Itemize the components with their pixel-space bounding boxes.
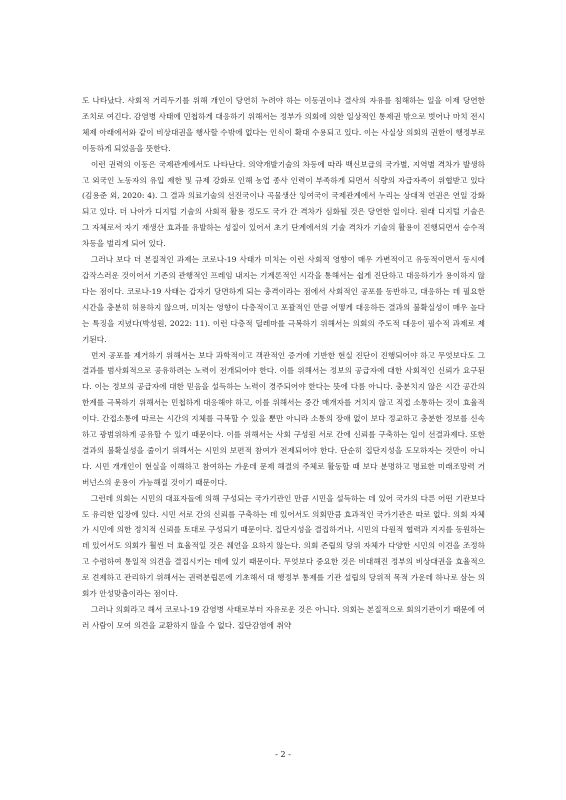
paragraph: 도 나타났다. 사회적 거리두기를 위해 개인이 당연히 누려야 하는 이동권이나 결사의 자유를 침해하는 일을 이제 당연한 조치로 여긴다. 감염병 사태에 민첩하게 대응하기 위해서는 정부가 의회에 의한 일상적인 통제권 밖으로 벗어나 마치 전시체제 아래에서와 같이 비상대권을 행사할 수밖에 없다는 인식이 확대 수용되고 있다. 이는 사실상 의회의 권한이 행정부로 이동하게 되었음을 뜻한다. <box>82 96 485 153</box>
document-body <box>82 93 485 634</box>
paragraph: 이런 권력의 이동은 국제관계에서도 나타난다. 의약개발기술의 차등에 따라 백신보급의 국가별, 지역별 격차가 발생하고 외국인 노동자의 유입 제한 및 규제 강화로 인해 농업 종사 인력이 부족하게 되면서 식량의 자급자족이 위협받고 있다(김용준 외, 2020: 4). 그 결과 의료기술의 선진국이나 곡물생산 잉여국이 국제관계에서 누리는 상대적 언권은 연일 강화되고 있다. 더 나아가 디지털 기술의 사회적 활용 정도도 국가 간 격차가 심화될 것은 당연한 일이다. 원래 디지털 기술은 그 자체로서 자기 재생산 효과를 유발하는 성질이 있어서 초기 단계에서의 기술 격차가 기술의 활용이 진행되면서 승수적 차등을 벌리게 되어 있다. <box>82 159 485 249</box>
page-number: - 2 - <box>275 750 291 759</box>
paragraph: 그러나 의회라고 해서 코로나-19 감염병 사태로부터 자유로운 것은 아니다. 의회는 본질적으로 회의기관이기 때문에 여러 사람이 모여 의견을 교환하지 않을 수 없다. 집단감염에 취약 <box>82 605 485 630</box>
paragraph: 그런데 의회는 시민의 대표자들에 의해 구성되는 국가기관인 만큼 시민을 설득하는 데 있어 국가의 다른 어떤 기관보다도 유리한 입장에 있다. 시민 서로 간의 신뢰를 구축하는 데 있어서도 의회만큼 효과적인 국가기관은 따로 없다. 의회 자체가 시민에 의한 정치적 신뢰를 토대로 구성되기 때문이다. 집단지성을 결집하거나, 시민의 다원적 협력과 지지를 동원하는 데 있어서도 의회가 훨씬 더 효율적일 것은 췌언을 요하지 않는다. 의회 존립의 당위 자체가 다양한 시민의 이견을 조정하고 수렴하여 통일적 의견을 결집시키는 데에 있기 때문이다. 무엇보다 중요한 것은 비대해진 정부의 비상대권을 효율적으로 견제하고 관리하기 위해서는 권력분립론에 기초해서 대 행정부 통제를 기관 설립의 당위적 목적 가운데 하나로 삼는 의회가 안성맞춤이라는 점이다. <box>82 493 485 599</box>
paragraph: 먼저 공포를 제거하기 위해서는 보다 과학적이고 객관적인 증거에 기반한 현실 진단이 진행되어야 하고 무엇보다도 그 결과를 범사회적으로 공유하려는 노력이 전개되어야 한다. 이를 위해서는 정보의 공급자에 대한 사회적인 신뢰가 요구된다. 이는 정보의 공급자에 대한 믿음을 설득하는 노력이 경주되어야 한다는 뜻에 다름 아니다. 충분치지 않은 시간 공간의 한계를 극복하기 위해서는 민첩하게 대응해야 하고, 이를 위해서는 중간 매개자를 거치지 않고 직접 소통하는 것이 효율적이다. 간접소통에 따르는 시간의 지체를 극복할 수 있을 뿐만 아니라 소통의 장애 없이 보다 정교하고 충분한 정보를 신속하고 광범위하게 공유할 수 있기 때문이다. 이를 위해서는 사회 구성원 서로 간에 신뢰를 구축하는 일이 선결과제다. 또한 결과의 불확실성을 줄이기 위해서는 시민의 보편적 참여가 전제되어야 한다. 단순히 집단지성을 도모하자는 것만이 아니다. 시민 개개인이 현실을 이해하고 참여하는 가운데 문제 해결의 주체로 활동할 때 보다 분명하고 명료한 미래조망력 거버넌스의 운용이 가능해질 것이기 때문이다. <box>82 350 485 487</box>
paragraph: 그러나 보다 더 본질적인 과제는 코로나-19 사태가 미치는 이런 사회적 영향이 매우 가변적이고 유동적이면서 동시에 갑작스러운 것이어서 기존의 관행적인 프레임 내지는 기계론적인 시각을 통해서는 쉽게 진단하고 대응하기가 용이하지 않다는 점이다. 코로나-19 사태는 갑자기 당면하게 되는 충격이라는 점에서 사회적인 공포를 동반하고, 대응하는 데 필요한 시간을 충분히 허용하지 않으며, 미치는 영향이 다층적이고 포괄적인 만큼 어떻게 대응하든 결과의 불확실성이 매우 높다는 특징을 지녔다(박성원, 2022: 11). 이런 다층적 딜레마를 극복하기 위해서는 의회의 주도적 대응이 필수적 과제로 제기된다. <box>82 255 485 344</box>
